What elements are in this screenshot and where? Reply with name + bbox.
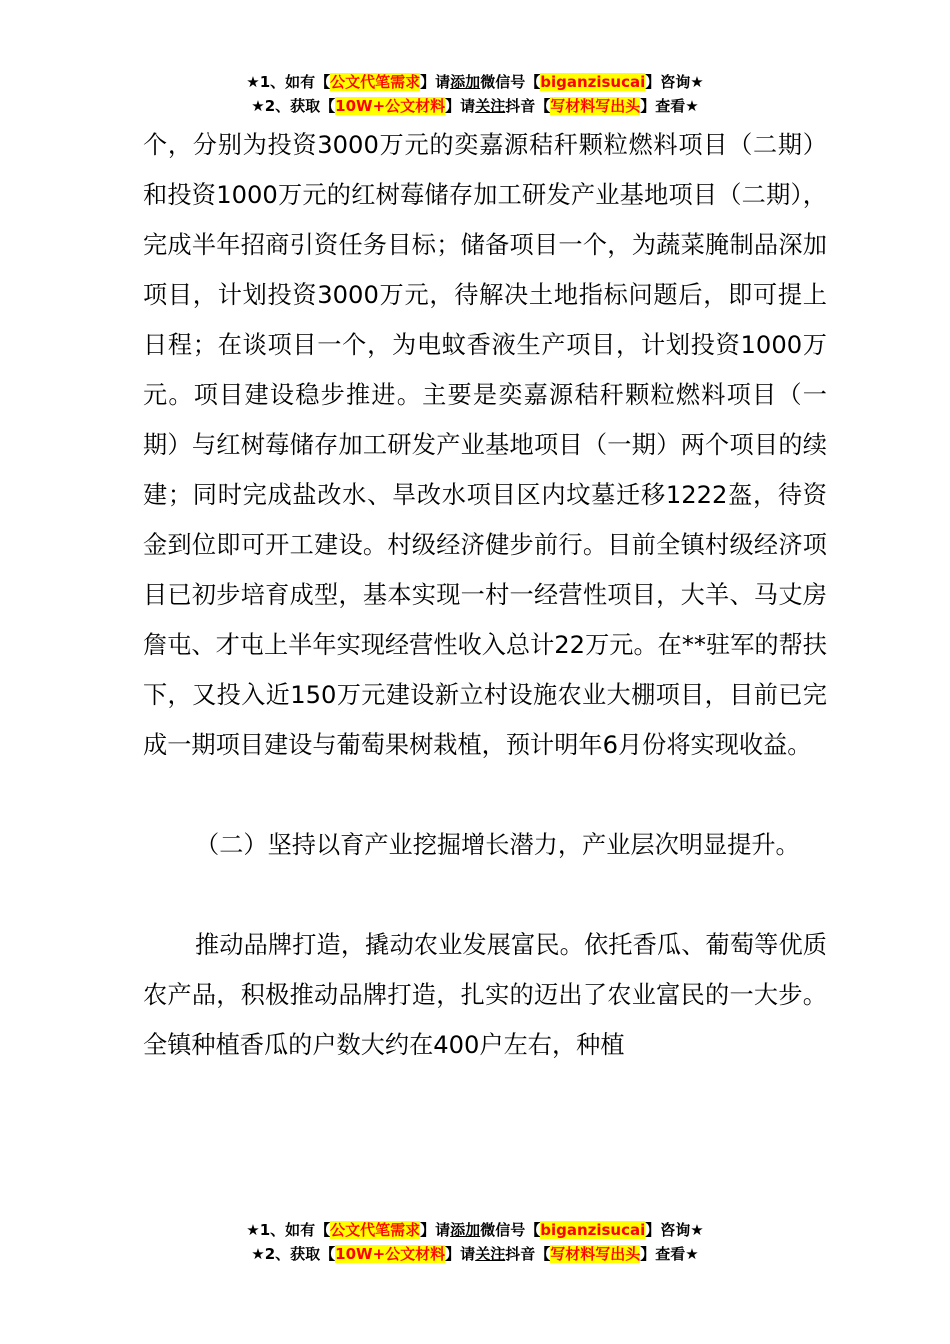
paragraph-spacer xyxy=(143,870,827,920)
highlight-ghostwriting: 公文代笔需求 xyxy=(330,1221,421,1239)
star-icon: ★ xyxy=(685,97,699,115)
star-icon: ★ xyxy=(251,1245,265,1263)
star-icon: ★ xyxy=(690,1221,704,1239)
underlined-add: 添加 xyxy=(450,1221,481,1239)
highlight-douyin-account: 写材料写出头 xyxy=(550,97,641,115)
highlight-materials: 10W+公文材料 xyxy=(335,97,446,115)
highlight-materials: 10W+公文材料 xyxy=(335,1245,446,1263)
paragraph-spacer xyxy=(143,770,827,820)
star-icon: ★ xyxy=(246,1221,260,1239)
star-icon: ★ xyxy=(690,73,704,91)
document-body xyxy=(143,120,827,1070)
section-heading-industry: （二）坚持以育产业挖掘增长潜力，产业层次明显提升。 xyxy=(195,831,800,859)
banner-line-2: ★2、获取【10W+公文材料】请关注抖音【写材料写出头】查看★ xyxy=(251,97,699,115)
paragraph-projects: 个，分别为投资3000万元的奕嘉源秸秆颗粒燃料项目（二期）和投资1000万元的红树莓储存加工研发产业基地项目（二期），完成半年招商引资任务目标；储备项目一个，为蔬菜腌制品深加项目，计划投资3000万元，待解决土地指标问题后，即可提上日程；在谈项目一个，为电蚊香液生产项目，计划投资1000万元。项目建设稳步推进。主要是奕嘉源秸秆颗粒燃料项目（一期）与红树莓储存加工研发产业基地项目（一期）两个项目的续建；同时完成盐改水、旱改水项目区内坟墓迁移1222盔，待资金到位即可开工建设。村级经济健步前行。目前全镇村级经济项目已初步培育成型，基本实现一村一经营性项目，大羊、马丈房詹屯、才屯上半年实现经营性收入总计22万元。在**驻军的帮扶下，又投入近150万元建设新立村设施农业大棚项目，目前已完成一期项目建设与葡萄果树栽植，预计明年6月份将实现收益。 xyxy=(143,131,827,759)
star-icon: ★ xyxy=(685,1245,699,1263)
paragraph-branding: 推动品牌打造，撬动农业发展富民。依托香瓜、葡萄等优质农产品，积极推动品牌打造，扎实的迈出了农业富民的一大步。全镇种植香瓜的户数大约在400户左右，种植 xyxy=(143,931,827,1059)
highlight-wechat-id: biganzisucai xyxy=(540,73,646,91)
banner-line-1: ★1、如有【公文代笔需求】请添加微信号【biganzisucai】咨询★ xyxy=(246,1221,704,1239)
banner-line-1: ★1、如有【公文代笔需求】请添加微信号【biganzisucai】咨询★ xyxy=(246,73,704,91)
underlined-follow: 关注 xyxy=(475,97,506,115)
underlined-follow: 关注 xyxy=(475,1245,506,1263)
footer-banner xyxy=(0,1218,950,1266)
star-icon: ★ xyxy=(246,73,260,91)
highlight-wechat-id: biganzisucai xyxy=(540,1221,646,1239)
highlight-ghostwriting: 公文代笔需求 xyxy=(330,73,421,91)
underlined-add: 添加 xyxy=(450,73,481,91)
banner-line-2: ★2、获取【10W+公文材料】请关注抖音【写材料写出头】查看★ xyxy=(251,1245,699,1263)
header-banner xyxy=(0,70,950,118)
highlight-douyin-account: 写材料写出头 xyxy=(550,1245,641,1263)
star-icon: ★ xyxy=(251,97,265,115)
